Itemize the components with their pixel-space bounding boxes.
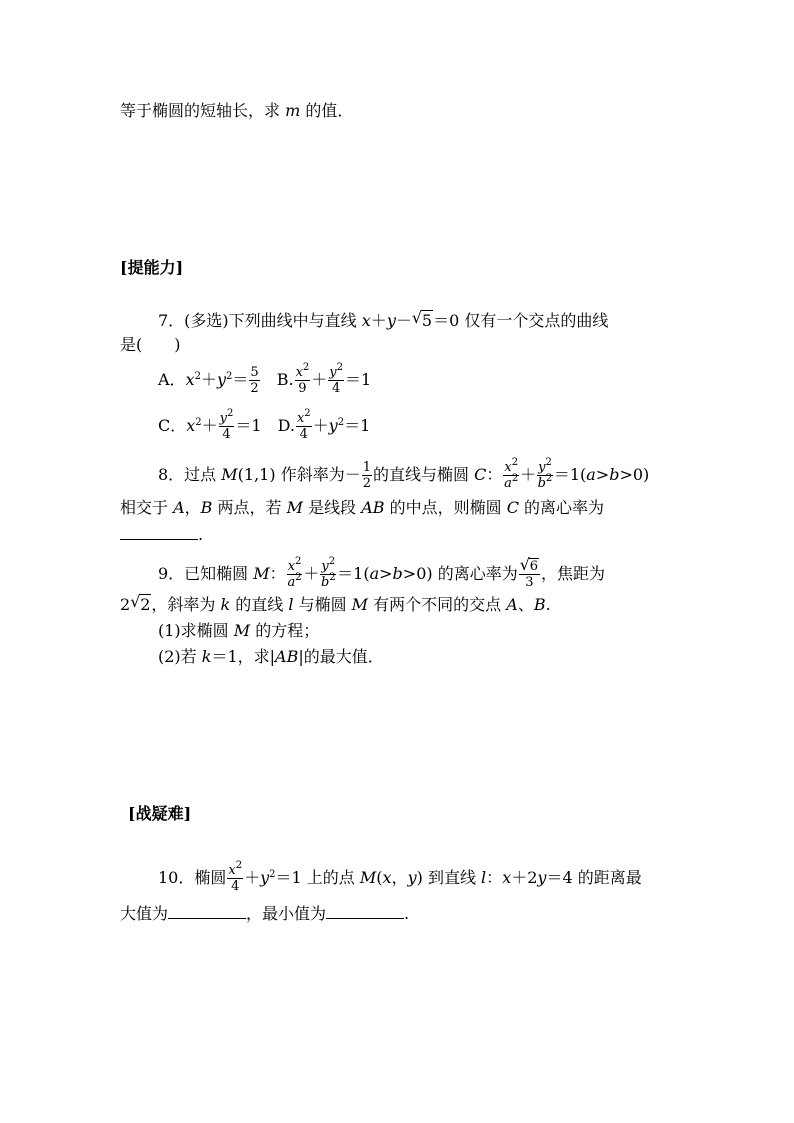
q9-part1: (1)求椭圆 M 的方程； [158, 621, 320, 640]
q9-line1: 9．已知椭圆 M： $\frac{x^2}{a^2}$ ＋ $\frac{y^2}{b^2}$ ＝1(a>b>0) 的离心率为 √ $\frac{6}{3}$ ，焦距为 [158, 560, 605, 589]
q8-line2: 相交于 A，B 两点，若 M 是线段 AB 的中点，则椭圆 C 的离心率为 [120, 498, 605, 517]
q7-options-cd: C．$x^2+$ $\frac{y^2}{4}$ ＝1 D. $\frac{x^2}{4}$ $+y^2=1$ [158, 408, 371, 442]
top-line: 等于椭圆的短轴长，求 m 的值． [120, 101, 354, 120]
q8-line1: 8．过点 M(1,1) 作斜率为－ $\frac{1}{2}$ 的直线与椭圆 C： $\frac{x^2}{a^2}$ ＋ $\frac{y^2}{b^2}$ ＝1(a>b>0) [158, 457, 650, 491]
q7-line1: 7．(多选)下列曲线中与直线 x＋y－√ 5＝0 仅有一个交点的曲线 [158, 311, 608, 331]
q10-line2: 大值为 ，最小值为 . [120, 904, 410, 923]
q9-part2: (2)若 k＝1，求|AB|的最大值． [158, 647, 384, 666]
q7-options-ab: A．$x^2+y^2=$ $\frac{5}{2}$ B. $\frac{x^2}{9}$ ＋ $\frac{y^2}{4}$ ＝1 [158, 362, 372, 396]
section-heading-challenge: [战疑难] [128, 804, 192, 823]
q8-answer-blank: . [120, 525, 203, 545]
q10-line1: 10．椭圆 $\frac{x^2}{4}$ $+y^2=1$ 上的点 M(x，y) 到直线 l：x＋2y＝4 的距离最 [158, 860, 642, 894]
q9-line2: 2√ 2，斜率为 k 的直线 l 与椭圆 M 有两个不同的交点 A、B. [120, 595, 551, 615]
section-heading-ability: [提能力] [120, 258, 184, 277]
q7-line2: 是( ) [120, 335, 181, 354]
